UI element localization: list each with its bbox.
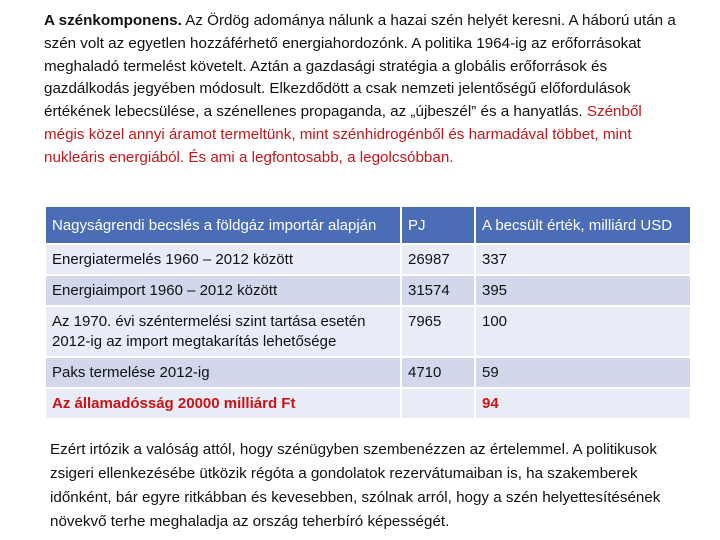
row-pj: 7965 — [401, 306, 475, 357]
table-row-debt — [45, 388, 691, 419]
table-row — [45, 275, 691, 306]
row-label-debt: Az államadósság 20000 milliárd Ft — [45, 388, 401, 419]
coal-estimate-table — [44, 205, 692, 420]
table-row — [45, 244, 691, 275]
table-row — [45, 306, 691, 357]
intro-highlight-text: Szénből mégis közel annyi áramot termeltünk, mint szénhidrogénből és harmadával többet, mint nukleáris energiából. És ami a legfontosabb, a legolcsóbban. — [44, 103, 642, 166]
table-header-row — [45, 206, 691, 244]
row-usd: 395 — [475, 275, 691, 306]
row-pj: 4710 — [401, 357, 475, 388]
row-label: Paks termelése 2012-ig — [45, 357, 401, 388]
row-usd-debt: 94 — [475, 388, 691, 419]
row-usd: 59 — [475, 357, 691, 388]
header-usd: A becsült érték, milliárd USD — [475, 206, 691, 244]
row-usd: 100 — [475, 306, 691, 357]
row-pj-debt — [401, 388, 475, 419]
row-label: Energiaimport 1960 – 2012 között — [45, 275, 401, 306]
intro-normal-text: Az Ördög adománya nálunk a hazai szén helyét keresni. A háború után a szén volt az egyetlen hozzáférhető energiahordozónk. A politika 1964-ig az erőforrásokat meghaladó termelést követelt. Aztán a gazdasági stratégia a globális erőforrások és gazdálkodás jegyében módosult. Elkezdődött a csak nemzeti jelentőségű előfordulások értékének lebecsülése, a szénellenes propaganda, az „újbeszél” és a hanyatlás. — [44, 12, 676, 121]
table-row — [45, 357, 691, 388]
intro-bold-lead: A szénkomponens. — [44, 12, 182, 29]
intro-paragraph — [44, 10, 684, 170]
row-pj: 31574 — [401, 275, 475, 306]
outro-paragraph: Ezért irtózik a valóság attól, hogy szénügyben szembenézzen az értelemmel. A politikusok zsigeri ellenkezésébe ütközik régóta a gondolatok rezervátumaiban is, ha szakemberek időnként, bár egyre ritkábban és kevesebben, szólnak arról, hogy a szén helyettesítésének növekvő terhe meghaladja az ország teherbíró képességét. — [50, 441, 661, 530]
row-pj: 26987 — [401, 244, 475, 275]
row-label: Energiatermelés 1960 – 2012 között — [45, 244, 401, 275]
header-estimate: Nagyságrendi becslés a földgáz importár alapján — [45, 206, 401, 244]
row-usd: 337 — [475, 244, 691, 275]
row-label: Az 1970. évi széntermelési szint tartása esetén 2012-ig az import megtakarítás lehetősége — [45, 306, 401, 357]
header-pj: PJ — [401, 206, 475, 244]
